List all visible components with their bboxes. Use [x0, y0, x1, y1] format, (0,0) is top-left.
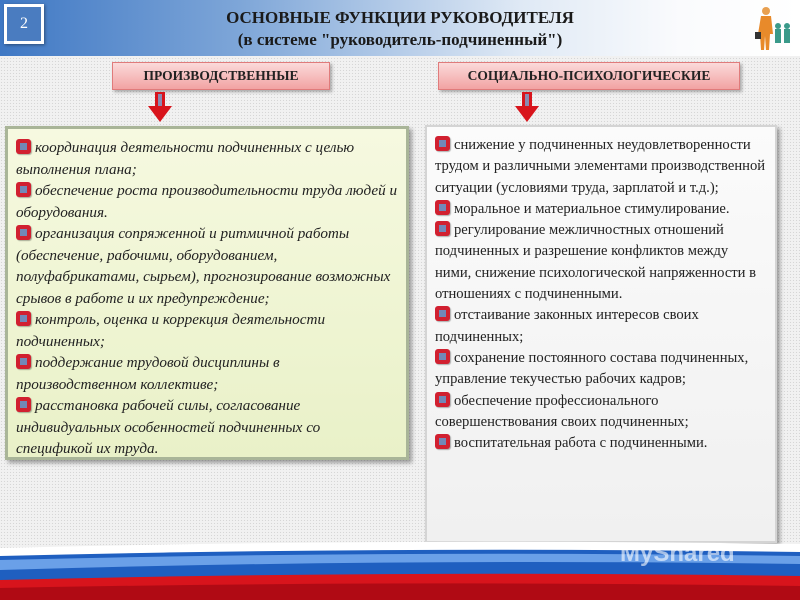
item-text: регулирование межличностных отношений подчиненных и разрешение конфликтов между ними, снижение психологической напряженности в отношениях с подчиненными. [435, 222, 757, 303]
list-item [435, 199, 767, 220]
item-text: снижение у подчиненных неудовлетворенности трудом и различными элементами производственной ситуации (условиями труда, зарплатой и т.д.); [435, 137, 766, 196]
slide-subtitle: (в системе "руководитель-подчиненный") [237, 30, 563, 49]
list-item [16, 223, 398, 309]
bullet-icon [435, 221, 450, 236]
item-text: моральное и материальное стимулирование. [454, 200, 730, 217]
bullet-icon [435, 349, 450, 364]
bullet-icon [435, 200, 450, 215]
list-item [435, 135, 767, 199]
list-item [435, 391, 767, 434]
bullet-icon [435, 136, 450, 151]
item-text: расстановка рабочей силы, согласование индивидуальных особенностей подчиненных со спецификой их труда. [16, 397, 321, 457]
social-functions-panel [425, 125, 777, 543]
bullet-icon [435, 306, 450, 321]
list-item [16, 395, 398, 460]
bullet-icon [16, 311, 31, 326]
item-text: воспитательная работа с подчиненными. [454, 435, 708, 452]
item-text: обеспечение профессионального совершенствования своих подчиненных; [435, 392, 689, 430]
item-text: отстаивание законных интересов своих подчиненных; [435, 307, 699, 345]
list-item [16, 180, 398, 223]
item-text: организация сопряженной и ритмичной работы (обеспечение, рабочими, оборудованием, полуфабрикатами, сырьем), прогнозирование возможных срывов в работе и их предупреждение; [16, 225, 391, 307]
arrow-down-icon [147, 92, 173, 122]
slide-title: ОСНОВНЫЕ ФУНКЦИИ РУКОВОДИТЕЛЯ [226, 8, 574, 27]
bullet-icon [16, 139, 31, 154]
arrow-down-icon [514, 92, 540, 122]
bullet-icon [16, 225, 31, 240]
item-text: сохранение постоянного состава подчиненных, управление текучестью рабочих кадров; [435, 349, 749, 388]
bullet-icon [16, 354, 31, 369]
category-production: ПРОИЗВОДСТВЕННЫЕ [112, 62, 330, 90]
list-item [16, 137, 398, 180]
bullet-icon [435, 434, 450, 449]
item-text: контроль, оценка и коррекция деятельности подчиненных; [16, 311, 326, 350]
list-item [16, 309, 398, 352]
businessman-icon [750, 4, 795, 52]
slide-number: 2 [4, 4, 44, 44]
watermark: MyShared [620, 540, 735, 567]
production-functions-panel [5, 126, 409, 460]
list-item [435, 305, 767, 348]
list-item [16, 352, 398, 395]
list-item [435, 348, 767, 391]
list-item [435, 220, 767, 305]
item-text: обеспечение роста производительности труда людей и оборудования. [16, 182, 398, 221]
list-item [435, 433, 767, 454]
bullet-icon [16, 397, 31, 412]
item-text: поддержание трудовой дисциплины в производственном коллективе; [16, 354, 280, 393]
item-text: координация деятельности подчиненных с целью выполнения плана; [16, 139, 355, 178]
bullet-icon [435, 392, 450, 407]
bullet-icon [16, 182, 31, 197]
category-social-psychological: СОЦИАЛЬНО-ПСИХОЛОГИЧЕСКИЕ [438, 62, 740, 90]
